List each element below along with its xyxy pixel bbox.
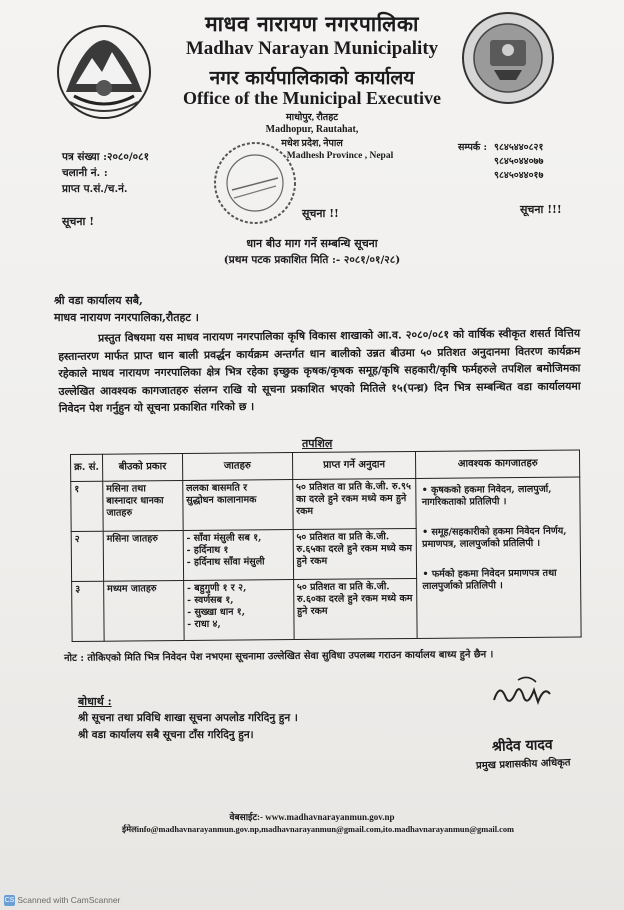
- variety: - साँवा मंसुली सब १,: [186, 532, 262, 544]
- camscanner-logo-icon: CS: [4, 897, 15, 904]
- subject-title: धान बीउ माग गर्ने सम्बन्धि सूचना: [246, 237, 378, 250]
- municipality-name-english: Madhav Narayan Municipality: [185, 38, 439, 59]
- letter-number: पत्र संख्या :२०८०/०८१: [62, 151, 150, 163]
- office-name-english: Office of the Municipal Executive: [183, 88, 441, 108]
- handwritten-signature: [488, 672, 558, 714]
- row-varieties: [183, 480, 293, 531]
- variety: - सुख्खा धान १,: [187, 606, 246, 618]
- publish-date: (प्रथम पटक प्रकाशित मिति :- २०८१/०१/२८): [223, 254, 401, 266]
- document-item: • कृषकको हकमा निवेदन, लालपुर्जा, नागरिकताको प्रतिलिपी ।: [421, 483, 552, 508]
- notice-left: सूचना !: [62, 215, 95, 228]
- address-nepali: माधोपुर, रौतहट: [285, 113, 339, 123]
- notice-center: सूचना !!: [302, 207, 339, 220]
- row-subsidy: ५० प्रतिशत वा प्रति के.जी. रु.६५का दरले हुने रकम मध्ये कम हुने रकम: [293, 528, 417, 579]
- contact-number: ९८४५०४४०७७: [494, 156, 544, 167]
- address-english: Madhopur, Rautahat,: [265, 124, 359, 135]
- header-varieties: जातहरु: [182, 453, 292, 481]
- office-rubber-stamp: [212, 140, 298, 226]
- row-sn: ३: [72, 581, 104, 641]
- signatory-title: प्रमुख प्रशासकीय अधिकृत: [475, 757, 571, 772]
- document-item: • समूह/सहकारीको हकमा निवेदन निर्णय, प्रमाणपत्र, लालपुर्जाको प्रतिलिपी ।: [422, 525, 567, 550]
- cc-line: श्री वडा कार्यालय सबै सूचना टाँस गरिदिनु हुन।: [78, 729, 254, 741]
- row-seed-type: मसिना जातहरु: [103, 531, 183, 582]
- note-text: नोट : तोकिएको मिति भित्र निवेदन पेश नभएमा सूचनामा उल्लेखित सेवा सुविधा उपलब्ध गराउन कार्यालय बाध्य हुने छैन ।: [64, 649, 494, 664]
- camscanner-watermark: [4, 895, 120, 906]
- province-nepali: मधेश प्रदेश, नेपाल: [281, 139, 343, 149]
- cc-line: श्री सूचना तथा प्रविधि शाखा सूचना अपलोड गरिदिनु हुन ।: [78, 712, 298, 724]
- table-row: [71, 477, 580, 531]
- recipient-reference: प्राप्त प.सं./च.नं.: [62, 183, 128, 195]
- row-seed-type: मसिना तथा बास्नादार धानका जातहरु: [103, 481, 183, 532]
- office-name-nepali: नगर कार्यपालिकाको कार्यालय: [209, 67, 415, 89]
- variety: ललका बासमति र: [186, 482, 248, 494]
- recipient-line-1: श्री वडा कार्यालय सबै,: [54, 294, 143, 307]
- row-sn: २: [71, 531, 103, 581]
- row-subsidy: ५० प्रतिशत वा प्रति के.जी. रु.९५ का दरले हुने रकम मध्ये कम हुने रकम: [292, 478, 416, 529]
- notice-right: सूचना !!!: [520, 203, 562, 216]
- recipient-line-2: माधव नारायण नगरपालिका,रौतहट ।: [54, 311, 199, 324]
- footer-website: वेबसाईट:- www.madhavnarayanmun.gov.np: [229, 812, 395, 822]
- variety: सुद्धोधन कालानामक: [186, 494, 257, 506]
- table-caption: तपशिल: [302, 437, 333, 450]
- dispatch-number: चलानी नं. :: [62, 167, 108, 179]
- row-subsidy: ५० प्रतिशत वा प्रति के.जी. रु.६०का दरले हुने रकम मध्ये कम हुने रकम: [293, 578, 417, 639]
- document-item: • फर्मको हकमा निवेदन प्रमाणपत्र तथा लालपुर्जाको प्रतिलिपी ।: [422, 567, 557, 592]
- notice-body: प्रस्तुत विषयमा यस माधव नारायण नगरपालिका कृषि विकास शाखाको आ.व. २०८०/०८१ को वार्षिक स्वीकृत शसर्त वित्तिय हस्तान्तरण मार्फत प्राप्त धान बाली प्रवर्द्धन कार्यक्रम अन्तर्गत धान बालीको उन्नत बीउमा ५० प्रतिशत अनुदानमा वितरण कार्यक्रम रहेकाले माधव नारायण नगरपालिका क्षेत्र भित्र रहेका इच्छुक कृषक/कृषक समूह/कृषि सहकारी/कृषि फर्महरुले तपशिल बमोजिमका उल्लेखित आवश्यक कागजातहरु संलग्न राखि यो सूचना प्रकाशित भएको मितिले १५(पन्ध्र) दिन भित्र सम्बन्धित वडा कार्यालयमा निवेदन पेश गर्नुहुन यो सूचना प्रकाशित गरिको छ ।: [58, 326, 581, 415]
- row-varieties: [183, 530, 293, 581]
- variety: - स्वर्णसब १,: [187, 594, 234, 606]
- details-table: [70, 450, 582, 642]
- cc-title: बोधार्थ :: [78, 695, 112, 708]
- row-sn: १: [71, 481, 103, 531]
- contact-number: ९८४५०४४०१७: [494, 170, 544, 181]
- signatory-name: श्रीदेव यादव: [491, 736, 553, 756]
- header-sn: क्र. सं.: [71, 454, 103, 481]
- header-seed-type: बीउको प्रकार: [102, 454, 182, 482]
- province-english: Madhesh Province , Nepal: [286, 151, 394, 161]
- footer-emails: ईमेलinfo@madhavnarayanmun.gov.np,madhavnarayanmun@gmail.com,ito.madhavnarayanmun@gmail.com: [121, 825, 515, 834]
- header-subsidy: प्राप्त गर्ने अनुदान: [292, 451, 416, 479]
- documents-cell: [416, 477, 581, 638]
- row-seed-type: मध्यम जातहरु: [104, 581, 184, 642]
- contact-label: सम्पर्क :: [458, 142, 487, 153]
- variety: - राधा ४,: [187, 618, 221, 630]
- header-documents: आवश्यक कागजातहरु: [416, 450, 580, 478]
- variety: - बहुगुणी १ र २,: [186, 582, 247, 594]
- row-varieties: [183, 580, 293, 641]
- watermark-text: Scanned with CamScanner: [17, 894, 121, 905]
- contact-number: ९८४५४४०८२१: [494, 142, 544, 153]
- municipality-name-nepali: माधव नारायण नगरपालिका: [205, 11, 419, 36]
- variety: - हर्दिनाथ साँवा मंसुली: [186, 556, 265, 568]
- variety: - हर्दिनाथ १: [186, 544, 229, 556]
